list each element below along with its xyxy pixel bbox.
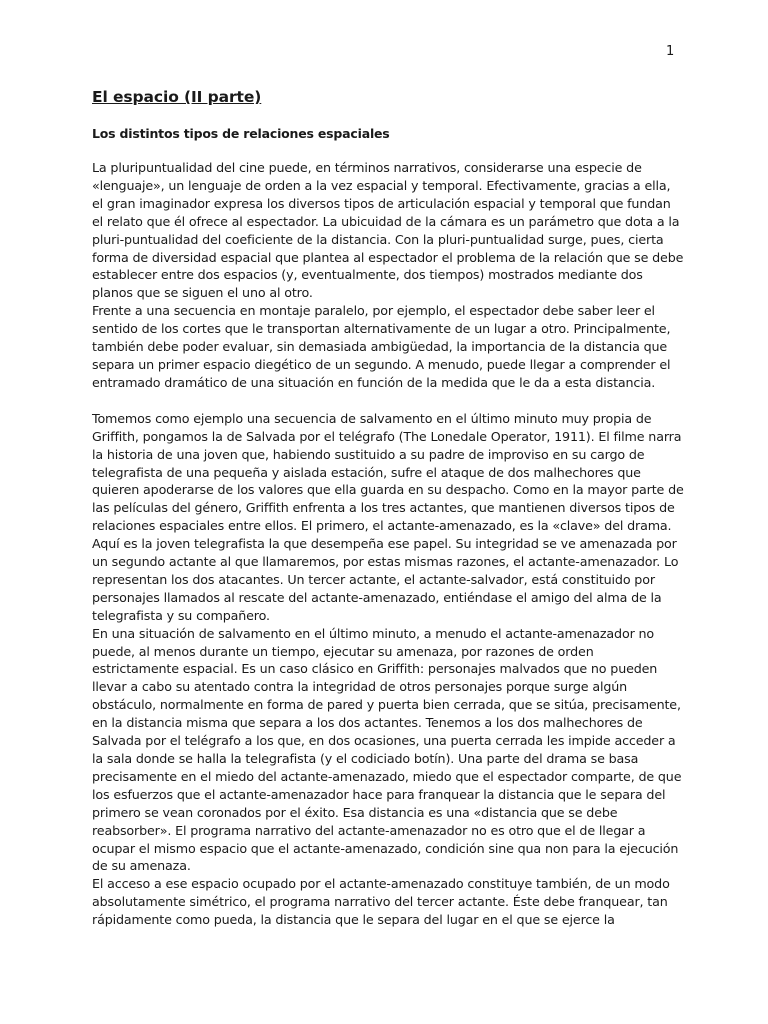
paragraph-4: En una situación de salvamento en el último minuto, a menudo el actante-amenazador no puede, al menos durante un tiempo, ejecutar su amenaza, por razones de orden estrictamente espacial. Es un caso clásico en Griffith: personajes malvados que no pueden llevar a cabo su atentado contra la integridad de otros personajes porque surge algún obstáculo, normalmente en forma de pared y puerta bien cerrada, que se sitúa, precisamente, en la distancia misma que separa a los dos actantes. Tenemos a los dos malhechores de Salvada por el telégrafo a los que, en dos ocasiones, una puerta cerrada les impide acceder a la sala donde se halla la telegrafista (y el codiciado botín). Una parte del drama se basa precisamente en el miedo del actante-amenazado, miedo que el espectador comparte, de que los esfuerzos que el actante-amenazador hace para franquear la distancia que le separa del primero se vean coronados por el éxito. Esa distancia es una «distancia que se debe reabsorber». El programa narrativo del actante-amenazador no es otro que el de llegar a ocupar el mismo espacio que el actante-amenazado, condición sine qua non para la ejecución de su amenaza. xyxy=(92,625,682,874)
section-heading: Los distintos tipos de relaciones espaciales xyxy=(92,126,390,141)
document-body xyxy=(92,88,684,929)
paragraph-1: La pluripuntualidad del cine puede, en términos narrativos, considerarse una especie de «lenguaje», un lenguaje de orden a la vez espacial y temporal. Efectivamente, gracias a ella, el gran imaginador expresa los diversos tipos de articulación espacial y temporal que fundan el relato que él ofrece al espectador. La ubicuidad de la cámara es un parámetro que dota a la pluri-puntualidad del coeficiente de la distancia. Con la pluri-puntualidad surge, pues, cierta forma de diversidad espacial que plantea al espectador el problema de la relación que se debe establecer entre dos espacios (y, eventualmente, dos tiempos) mostrados mediante dos planos que se siguen el uno al otro. xyxy=(92,160,684,301)
paragraph-spacer xyxy=(92,392,684,410)
document-title: El espacio (II parte) xyxy=(92,88,262,106)
page-number: 1 xyxy=(666,44,675,59)
paragraph-5: El acceso a ese espacio ocupado por el actante-amenazado constituye también, de un modo absolutamente simétrico, el programa narrativo del tercer actante. Éste debe franquear, tan rápidamente como pueda, la distancia que le separa del lugar en el que se ejerce la xyxy=(92,876,670,928)
paragraph-2: Frente a una secuencia en montaje paralelo, por ejemplo, el espectador debe saber leer el sentido de los cortes que le transportan alternativamente de un lugar a otro. Principalmente, también debe poder evaluar, sin demasiada ambigüedad, la importancia de la distancia que separa un primer espacio diegético de un segundo. A menudo, puede llegar a comprender el entramado dramático de una situación en función de la medida que le da a esta distancia. xyxy=(92,303,671,390)
paragraph-3: Tomemos como ejemplo una secuencia de salvamento en el último minuto muy propia de Griffith, pongamos la de Salvada por el telégrafo (The Lonedale Operator, 1911). El filme narra la historia de una joven que, habiendo sustituido a su padre de improviso en su cargo de telegrafista de una pequeña y aislada estación, sufre el ataque de dos malhechores que quieren apoderarse de los valores que ella guarda en su despacho. Como en la mayor parte de las películas del género, Griffith enfrenta a los tres actantes, que mantienen diversos tipos de relaciones espaciales entre ellos. El primero, el actante-amenazado, es la «clave» del drama. Aquí es la joven telegrafista la que desempeña ese papel. Su integridad se ve amenazada por un segundo actante al que llamaremos, por estas mismas razones, el actante-amenazador. Lo representan los dos atacantes. Un tercer actante, el actante-salvador, está constituido por personajes llamados al rescate del actante-amenazado, entiéndase el amigo del alma de la telegrafista y su compañero. xyxy=(92,410,684,623)
